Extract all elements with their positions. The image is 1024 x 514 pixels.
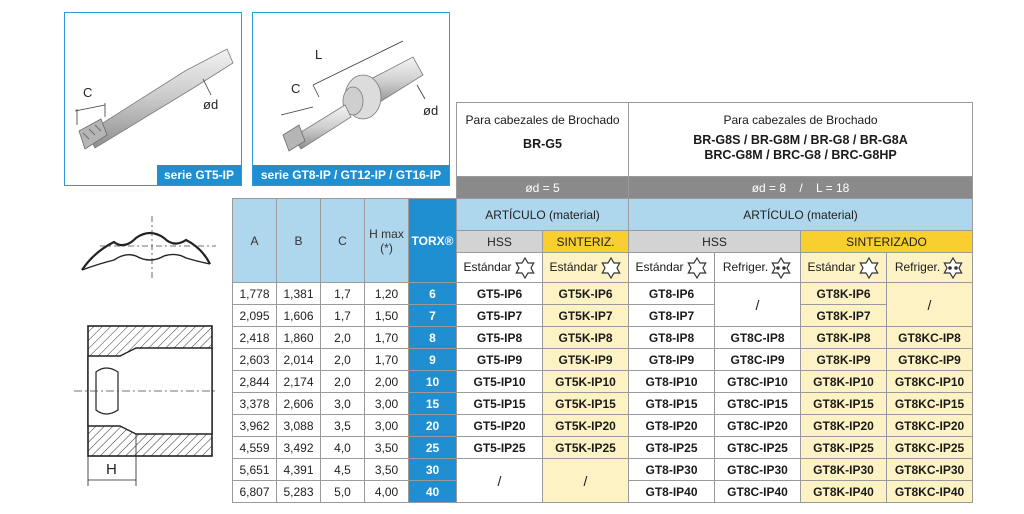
table-row: 3,962 3,088 3,5 3,00 20 GT5-IP20 GT5K-IP20 GT8-IP20 GT8C-IP20 GT8K-IP20 GT8KC-IP20 — [233, 415, 973, 437]
torx-size: 7 — [409, 305, 457, 327]
article-code: GT8K-IP8 — [801, 327, 887, 349]
article-code: GT8-IP7 — [629, 305, 715, 327]
article-code: GT8K-IP30 — [801, 459, 887, 481]
torx-size: 9 — [409, 349, 457, 371]
article-code: GT8K-IP9 — [801, 349, 887, 371]
article-code: GT5-IP9 — [457, 349, 543, 371]
article-code: GT5K-IP15 — [543, 393, 629, 415]
not-available: / — [543, 459, 629, 503]
dim-l-label-gt8: L — [315, 47, 323, 62]
header-g8-model-line1: BR-G8S / BR-G8M / BR-G8 / BR-G8A — [693, 133, 908, 147]
table-row: 2,095 1,606 1,7 1,50 7 GT5-IP7 GT5K-IP7 GT8-IP7 GT8K-IP7 — [233, 305, 973, 327]
article-code: GT5-IP6 — [457, 283, 543, 305]
article-code: GT8KC-IP8 — [887, 327, 973, 349]
torx-spec-table — [232, 102, 973, 503]
article-code: GT8C-IP25 — [715, 437, 801, 459]
torx-size: 20 — [409, 415, 457, 437]
table-corner — [233, 103, 457, 177]
article-code: GT8KC-IP9 — [887, 349, 973, 371]
article-code: GT8C-IP8 — [715, 327, 801, 349]
col-header-c: C — [321, 199, 365, 283]
sub-estandar-gt8: Estándar — [629, 253, 715, 283]
torx-star-icon — [686, 257, 708, 279]
sub-refriger-gt8kc: Refriger. — [887, 253, 973, 283]
diameter-g8: ød = 8 / L = 18 — [629, 177, 973, 199]
sub-estandar-gt8k: Estándar — [801, 253, 887, 283]
article-code: GT8C-IP30 — [715, 459, 801, 481]
article-code: GT8K-IP6 — [801, 283, 887, 305]
article-code: GT8C-IP15 — [715, 393, 801, 415]
header-g8-title: Para cabezales de Brochado — [723, 113, 878, 127]
dim-h-label: H — [106, 461, 117, 478]
article-code: GT8-IP10 — [629, 371, 715, 393]
article-code: GT8-IP20 — [629, 415, 715, 437]
article-code: GT8K-IP15 — [801, 393, 887, 415]
torx-coolant-icon — [942, 257, 964, 279]
header-g8 — [629, 103, 973, 177]
article-code: GT5K-IP25 — [543, 437, 629, 459]
hss-header-g5: HSS — [457, 231, 543, 253]
hmax-note: (*) — [380, 240, 393, 255]
article-code: GT8-IP40 — [629, 481, 715, 503]
not-available: / — [887, 283, 973, 327]
torx-coolant-icon — [770, 257, 792, 279]
article-code: GT8K-IP10 — [801, 371, 887, 393]
sinteriz-header-g5: SINTERIZ. — [543, 231, 629, 253]
hss-header-g8: HSS — [629, 231, 801, 253]
article-code: GT8KC-IP30 — [887, 459, 973, 481]
article-code: GT8KC-IP20 — [887, 415, 973, 437]
torx-size: 10 — [409, 371, 457, 393]
header-g5 — [457, 103, 629, 177]
article-code: GT8C-IP10 — [715, 371, 801, 393]
dim-d-label-gt5: ød — [203, 97, 219, 112]
table-row: 2,844 2,174 2,0 2,00 10 GT5-IP10 GT5K-IP10 GT8-IP10 GT8C-IP10 GT8K-IP10 GT8KC-IP10 — [233, 371, 973, 393]
article-code: GT5-IP8 — [457, 327, 543, 349]
hmax-label: H max — [369, 226, 404, 241]
col-header-hmax — [365, 199, 409, 283]
series-badge-gt5: serie GT5-IP — [157, 165, 241, 185]
article-code: GT5-IP15 — [457, 393, 543, 415]
torx-profile-drawing — [70, 212, 220, 280]
product-panel-gt5 — [64, 12, 242, 186]
torx-size: 6 — [409, 283, 457, 305]
dim-c-label-gt8: C — [291, 81, 301, 96]
table-row: 2,603 2,014 2,0 1,70 9 GT5-IP9 GT5K-IP9 GT8-IP9 GT8C-IP9 GT8K-IP9 GT8KC-IP9 — [233, 349, 973, 371]
not-available: / — [715, 283, 801, 327]
dim-d-label-gt8: ød — [423, 103, 439, 118]
article-code: GT5-IP10 — [457, 371, 543, 393]
torx-star-icon — [600, 257, 622, 279]
torx-star-icon — [858, 257, 880, 279]
header-g5-title: Para cabezales de Brochado — [465, 113, 620, 127]
article-code: GT8C-IP20 — [715, 415, 801, 437]
article-code: GT8-IP25 — [629, 437, 715, 459]
article-header-g5: ARTÍCULO (material) — [457, 199, 629, 231]
article-code: GT8C-IP9 — [715, 349, 801, 371]
col-header-torx: TORX® — [409, 199, 457, 283]
diameter-g5: ød = 5 — [457, 177, 629, 199]
col-header-b: B — [277, 199, 321, 283]
article-code: GT5-IP20 — [457, 415, 543, 437]
article-code: GT5-IP25 — [457, 437, 543, 459]
article-code: GT8-IP15 — [629, 393, 715, 415]
table-row: 1,778 1,381 1,7 1,20 6 GT5-IP6 GT5K-IP6 GT8-IP6 / GT8K-IP6 / — [233, 283, 973, 305]
article-header-g8: ARTÍCULO (material) — [629, 199, 973, 231]
torx-size: 8 — [409, 327, 457, 349]
article-code: GT5K-IP9 — [543, 349, 629, 371]
article-code: GT8KC-IP10 — [887, 371, 973, 393]
article-code: GT5K-IP20 — [543, 415, 629, 437]
torx-size: 40 — [409, 481, 457, 503]
article-code: GT8-IP6 — [629, 283, 715, 305]
sub-estandar-gt5k: Estándar — [543, 253, 629, 283]
header-g5-model: BR-G5 — [523, 137, 562, 151]
article-code: GT8-IP8 — [629, 327, 715, 349]
not-available: / — [457, 459, 543, 503]
article-code: GT8-IP30 — [629, 459, 715, 481]
article-code: GT5K-IP10 — [543, 371, 629, 393]
article-code: GT5K-IP8 — [543, 327, 629, 349]
article-code: GT8-IP9 — [629, 349, 715, 371]
article-code: GT8K-IP20 — [801, 415, 887, 437]
article-code: GT8K-IP7 — [801, 305, 887, 327]
article-code: GT8K-IP25 — [801, 437, 887, 459]
torx-size: 15 — [409, 393, 457, 415]
article-code: GT8KC-IP15 — [887, 393, 973, 415]
article-code: GT5K-IP6 — [543, 283, 629, 305]
article-code: GT8KC-IP25 — [887, 437, 973, 459]
section-drawing — [70, 316, 220, 496]
col-header-a: A — [233, 199, 277, 283]
table-row: 5,651 4,391 4,5 3,50 30 / / GT8-IP30 GT8C-IP30 GT8K-IP30 GT8KC-IP30 — [233, 459, 973, 481]
table-row: 4,559 3,492 4,0 3,50 25 GT5-IP25 GT5K-IP25 GT8-IP25 GT8C-IP25 GT8K-IP25 GT8KC-IP25 — [233, 437, 973, 459]
torx-size: 30 — [409, 459, 457, 481]
sub-refriger-gt8c: Refriger. — [715, 253, 801, 283]
tool-gt5-illustration — [65, 13, 241, 165]
torx-size: 25 — [409, 437, 457, 459]
sub-estandar-gt5: Estándar — [457, 253, 543, 283]
header-g8-model-line2: BRC-G8M / BRC-G8 / BRC-G8HP — [704, 148, 897, 162]
article-code: GT8K-IP40 — [801, 481, 887, 503]
series-badge-gt8: serie GT8-IP / GT12-IP / GT16-IP — [253, 165, 449, 185]
torx-star-icon — [514, 257, 536, 279]
article-code: GT8C-IP40 — [715, 481, 801, 503]
table-row: 3,378 2,606 3,0 3,00 15 GT5-IP15 GT5K-IP15 GT8-IP15 GT8C-IP15 GT8K-IP15 GT8KC-IP15 — [233, 393, 973, 415]
table-row: 2,418 1,860 2,0 1,70 8 GT5-IP8 GT5K-IP8 GT8-IP8 GT8C-IP8 GT8K-IP8 GT8KC-IP8 — [233, 327, 973, 349]
article-code: GT5K-IP7 — [543, 305, 629, 327]
sinterizado-header-g8: SINTERIZADO — [801, 231, 973, 253]
article-code: GT8KC-IP40 — [887, 481, 973, 503]
table-row: 6,807 5,283 5,0 4,00 40 GT8-IP40 GT8C-IP40 GT8K-IP40 GT8KC-IP40 — [233, 481, 973, 503]
article-code: GT5-IP7 — [457, 305, 543, 327]
dim-c-label-gt5: C — [83, 85, 93, 100]
